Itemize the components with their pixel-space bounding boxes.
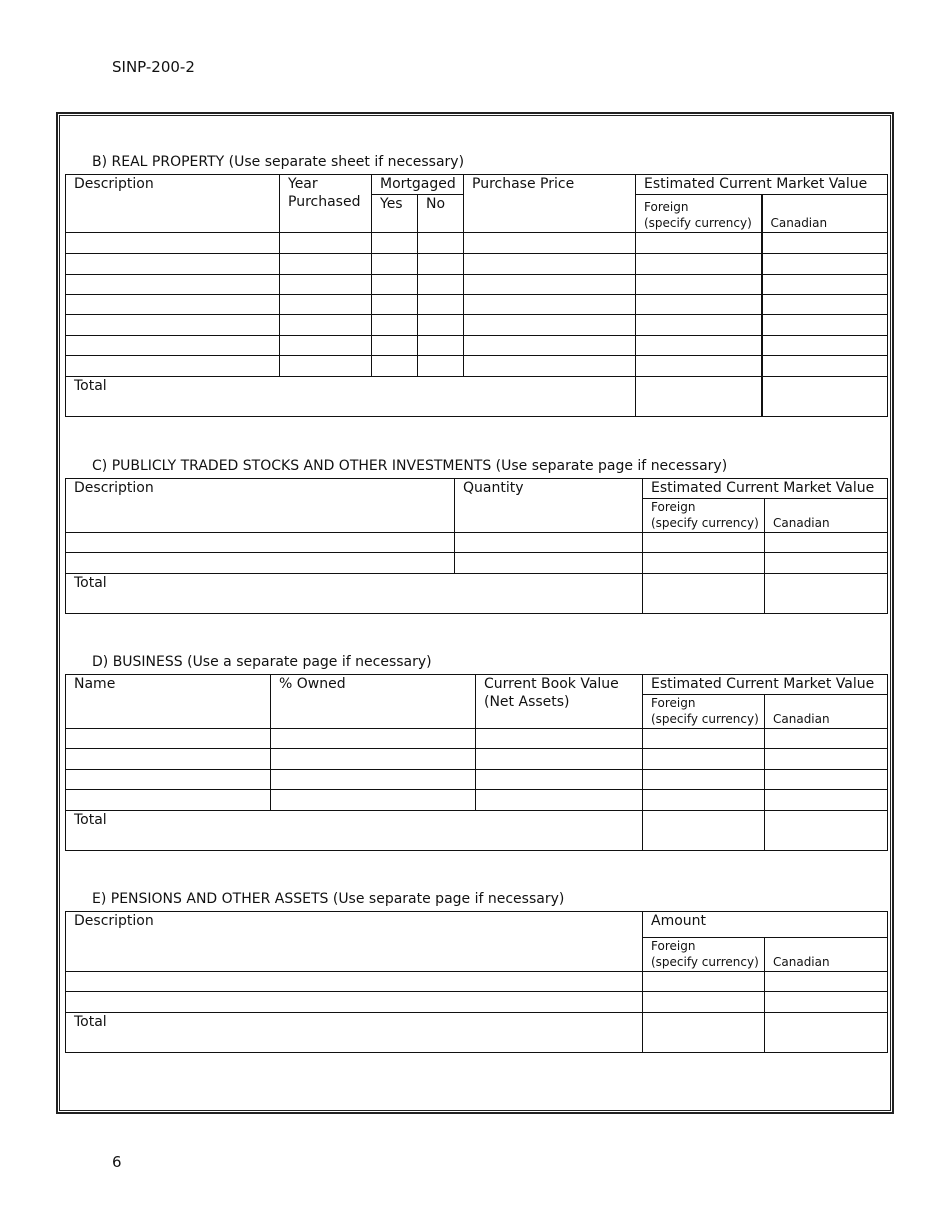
cell[interactable] <box>464 315 636 336</box>
cell[interactable] <box>372 254 418 275</box>
cell[interactable] <box>66 790 271 811</box>
table-row[interactable] <box>66 553 888 574</box>
total-canadian-cell[interactable] <box>765 1013 888 1053</box>
table-row[interactable] <box>66 749 888 770</box>
cell[interactable] <box>66 275 280 295</box>
cell[interactable] <box>765 729 888 749</box>
cell[interactable] <box>418 254 464 275</box>
col-mortgaged-header: Mortgaged <box>372 175 464 195</box>
business-table <box>65 674 888 851</box>
col-foreign-header <box>636 195 762 233</box>
cell[interactable] <box>643 972 765 992</box>
section-b-title: B) REAL PROPERTY (Use separate sheet if necessary) <box>92 154 465 170</box>
cell[interactable] <box>66 315 280 336</box>
col-foreign-header <box>643 695 765 729</box>
cell[interactable] <box>418 233 464 254</box>
cell[interactable] <box>762 295 888 315</box>
table-row[interactable] <box>66 790 888 811</box>
section-c-title: C) PUBLICLY TRADED STOCKS AND OTHER INVESTMENTS (Use separate page if necessary) <box>92 458 728 474</box>
col-foreign-line2: (specify currency) <box>651 516 759 530</box>
cell[interactable] <box>66 533 455 553</box>
cell[interactable] <box>476 729 643 749</box>
cell[interactable] <box>455 553 643 574</box>
cell[interactable] <box>418 356 464 377</box>
total-row[interactable] <box>66 811 888 851</box>
cell[interactable] <box>476 770 643 790</box>
table-row[interactable] <box>66 972 888 992</box>
col-description-header: Description <box>66 175 280 233</box>
cell[interactable] <box>271 729 476 749</box>
table-row[interactable] <box>66 992 888 1013</box>
cell[interactable] <box>455 533 643 553</box>
cell[interactable] <box>762 233 888 254</box>
cell[interactable] <box>280 233 372 254</box>
cell[interactable] <box>66 749 271 770</box>
page-number: 6 <box>112 1153 122 1171</box>
cell[interactable] <box>418 315 464 336</box>
cell[interactable] <box>464 254 636 275</box>
cell[interactable] <box>464 233 636 254</box>
col-book-value-header <box>476 675 643 729</box>
cell[interactable] <box>372 356 418 377</box>
col-ecmv-header: Estimated Current Market Value <box>643 479 888 499</box>
total-row[interactable] <box>66 1013 888 1053</box>
cell[interactable] <box>762 275 888 295</box>
col-book-line2: (Net Assets) <box>484 694 570 710</box>
col-description-header: Description <box>66 479 455 533</box>
cell[interactable] <box>66 356 280 377</box>
document-id: SINP-200-2 <box>112 58 195 76</box>
cell[interactable] <box>765 790 888 811</box>
cell[interactable] <box>271 749 476 770</box>
total-label: Total <box>66 574 643 614</box>
col-amount-header: Amount <box>643 912 888 938</box>
table-row[interactable] <box>66 729 888 749</box>
table-row[interactable] <box>66 254 888 275</box>
cell[interactable] <box>418 295 464 315</box>
cell[interactable] <box>280 336 372 356</box>
col-foreign-line2: (specify currency) <box>651 712 759 726</box>
cell[interactable] <box>643 770 765 790</box>
col-foreign-line1: Foreign <box>644 200 689 214</box>
cell[interactable] <box>280 295 372 315</box>
total-canadian-cell[interactable] <box>762 377 888 417</box>
cell[interactable] <box>372 275 418 295</box>
col-foreign-line2: (specify currency) <box>651 955 759 969</box>
cell[interactable] <box>464 295 636 315</box>
cell[interactable] <box>643 553 765 574</box>
total-foreign-cell[interactable] <box>636 377 762 417</box>
cell[interactable] <box>765 972 888 992</box>
cell[interactable] <box>636 275 762 295</box>
col-year-line2: Purchased <box>288 194 361 210</box>
cell[interactable] <box>765 533 888 553</box>
cell[interactable] <box>280 315 372 336</box>
cell[interactable] <box>636 315 762 336</box>
cell[interactable] <box>765 770 888 790</box>
cell[interactable] <box>762 315 888 336</box>
col-owned-header: % Owned <box>271 675 476 729</box>
table-row[interactable] <box>66 295 888 315</box>
cell[interactable] <box>66 992 643 1013</box>
total-label: Total <box>66 377 636 417</box>
col-ecmv-header: Estimated Current Market Value <box>643 675 888 695</box>
col-book-line1: Current Book Value <box>484 676 619 692</box>
cell[interactable] <box>66 254 280 275</box>
cell[interactable] <box>464 336 636 356</box>
cell[interactable] <box>66 336 280 356</box>
table-row[interactable] <box>66 336 888 356</box>
table-row[interactable] <box>66 770 888 790</box>
cell[interactable] <box>636 295 762 315</box>
cell[interactable] <box>280 254 372 275</box>
col-no-header: No <box>418 195 464 233</box>
col-quantity-header: Quantity <box>455 479 643 533</box>
col-canadian-header: Canadian <box>762 195 888 233</box>
cell[interactable] <box>66 770 271 790</box>
cell[interactable] <box>66 295 280 315</box>
col-foreign-line1: Foreign <box>651 500 696 514</box>
col-canadian-header: Canadian <box>765 938 888 972</box>
cell[interactable] <box>372 336 418 356</box>
col-foreign-header <box>643 499 765 533</box>
cell[interactable] <box>636 356 762 377</box>
cell[interactable] <box>643 790 765 811</box>
cell[interactable] <box>464 356 636 377</box>
cell[interactable] <box>372 233 418 254</box>
real-property-table <box>65 174 888 417</box>
cell[interactable] <box>418 275 464 295</box>
total-row[interactable] <box>66 377 888 417</box>
col-foreign-line2: (specify currency) <box>644 216 752 230</box>
table-row[interactable] <box>66 533 888 553</box>
total-label: Total <box>66 811 643 851</box>
cell[interactable] <box>636 254 762 275</box>
cell[interactable] <box>476 790 643 811</box>
cell[interactable] <box>66 972 643 992</box>
col-yes-header: Yes <box>372 195 418 233</box>
total-foreign-cell[interactable] <box>643 811 765 851</box>
total-label: Total <box>66 1013 643 1053</box>
total-canadian-cell[interactable] <box>765 574 888 614</box>
cell[interactable] <box>372 315 418 336</box>
cell[interactable] <box>762 356 888 377</box>
cell[interactable] <box>418 336 464 356</box>
col-name-header: Name <box>66 675 271 729</box>
pensions-table <box>65 911 888 1053</box>
col-year-purchased-header <box>280 175 372 233</box>
cell[interactable] <box>636 336 762 356</box>
cell[interactable] <box>66 729 271 749</box>
cell[interactable] <box>765 992 888 1013</box>
total-row[interactable] <box>66 574 888 614</box>
cell[interactable] <box>765 553 888 574</box>
total-canadian-cell[interactable] <box>765 811 888 851</box>
cell[interactable] <box>372 295 418 315</box>
total-foreign-cell[interactable] <box>643 1013 765 1053</box>
section-d-title: D) BUSINESS (Use a separate page if necessary) <box>92 654 432 670</box>
col-foreign-line1: Foreign <box>651 939 696 953</box>
cell[interactable] <box>643 729 765 749</box>
cell[interactable] <box>643 992 765 1013</box>
cell[interactable] <box>643 533 765 553</box>
col-canadian-header: Canadian <box>765 695 888 729</box>
table-row[interactable] <box>66 356 888 377</box>
cell[interactable] <box>464 275 636 295</box>
col-canadian-header: Canadian <box>765 499 888 533</box>
cell[interactable] <box>280 356 372 377</box>
col-foreign-header <box>643 938 765 972</box>
total-foreign-cell[interactable] <box>643 574 765 614</box>
col-purchase-price-header: Purchase Price <box>464 175 636 233</box>
cell[interactable] <box>643 749 765 770</box>
cell[interactable] <box>762 336 888 356</box>
cell[interactable] <box>66 553 455 574</box>
table-row[interactable] <box>66 275 888 295</box>
table-row[interactable] <box>66 233 888 254</box>
cell[interactable] <box>476 749 643 770</box>
col-year-line1: Year <box>288 176 318 192</box>
col-foreign-line1: Foreign <box>651 696 696 710</box>
cell[interactable] <box>762 254 888 275</box>
cell[interactable] <box>271 790 476 811</box>
cell[interactable] <box>636 233 762 254</box>
col-description-header: Description <box>66 912 643 972</box>
col-ecmv-header: Estimated Current Market Value <box>636 175 888 195</box>
table-row[interactable] <box>66 315 888 336</box>
stocks-table <box>65 478 888 614</box>
cell[interactable] <box>66 233 280 254</box>
section-e-title: E) PENSIONS AND OTHER ASSETS (Use separate page if necessary) <box>92 891 565 907</box>
cell[interactable] <box>271 770 476 790</box>
cell[interactable] <box>280 275 372 295</box>
cell[interactable] <box>765 749 888 770</box>
